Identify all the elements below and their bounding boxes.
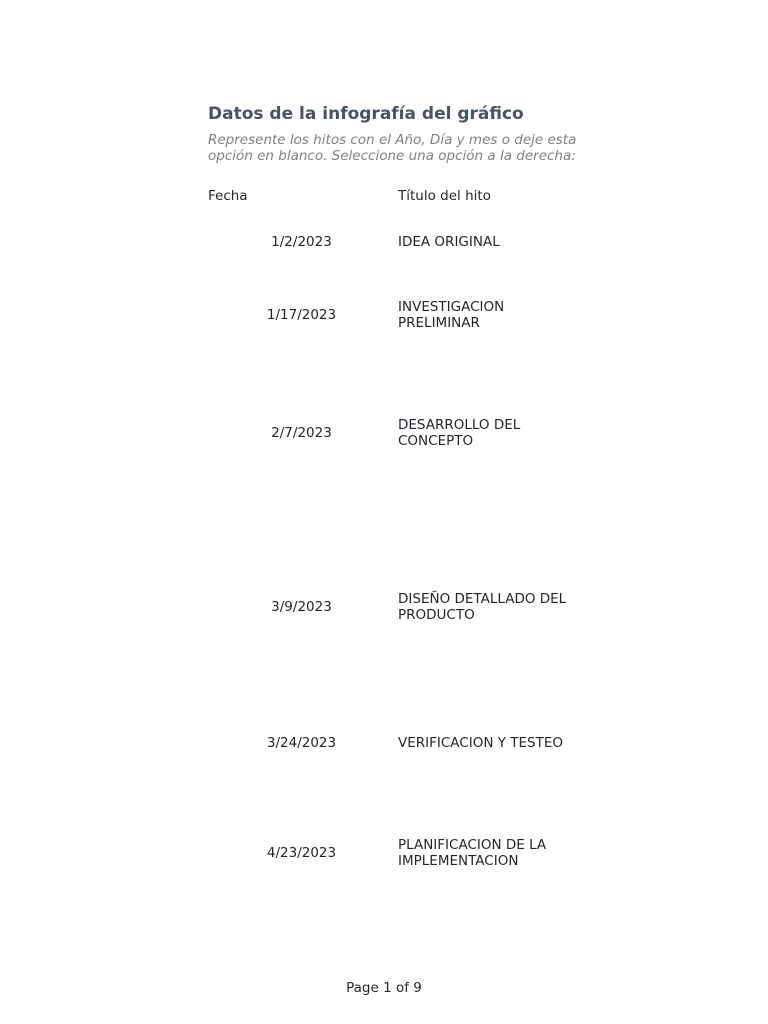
milestone-title: VERIFICACION Y TESTEO [398, 735, 564, 751]
milestone-date: 3/9/2023 [271, 599, 332, 615]
column-header-milestone: Título del hito [398, 188, 491, 204]
milestone-title: INVESTIGACION PRELIMINAR [398, 299, 505, 331]
document-instructions: Represente los hitos con el Año, Día y mes o deje esta opción en blanco. Seleccione una opción a la derecha: [208, 132, 577, 164]
milestone-date: 3/24/2023 [266, 735, 337, 751]
document-title: Datos de la infografía del gráfico [208, 104, 524, 124]
document-header [208, 103, 580, 164]
milestone-title: DISEÑO DETALLADO DEL PRODUCTO [398, 591, 567, 623]
milestone-title: DESARROLLO DEL CONCEPTO [398, 417, 521, 449]
milestone-date: 1/17/2023 [266, 307, 337, 323]
page-number: Page 1 of 9 [346, 980, 422, 996]
milestone-date: 4/23/2023 [266, 845, 337, 861]
column-header-date: Fecha [208, 188, 248, 204]
milestone-title: IDEA ORIGINAL [398, 234, 500, 250]
milestone-title: PLANIFICACION DE LA IMPLEMENTACION [398, 837, 547, 869]
milestone-date: 2/7/2023 [271, 425, 332, 441]
milestone-date: 1/2/2023 [271, 234, 332, 250]
